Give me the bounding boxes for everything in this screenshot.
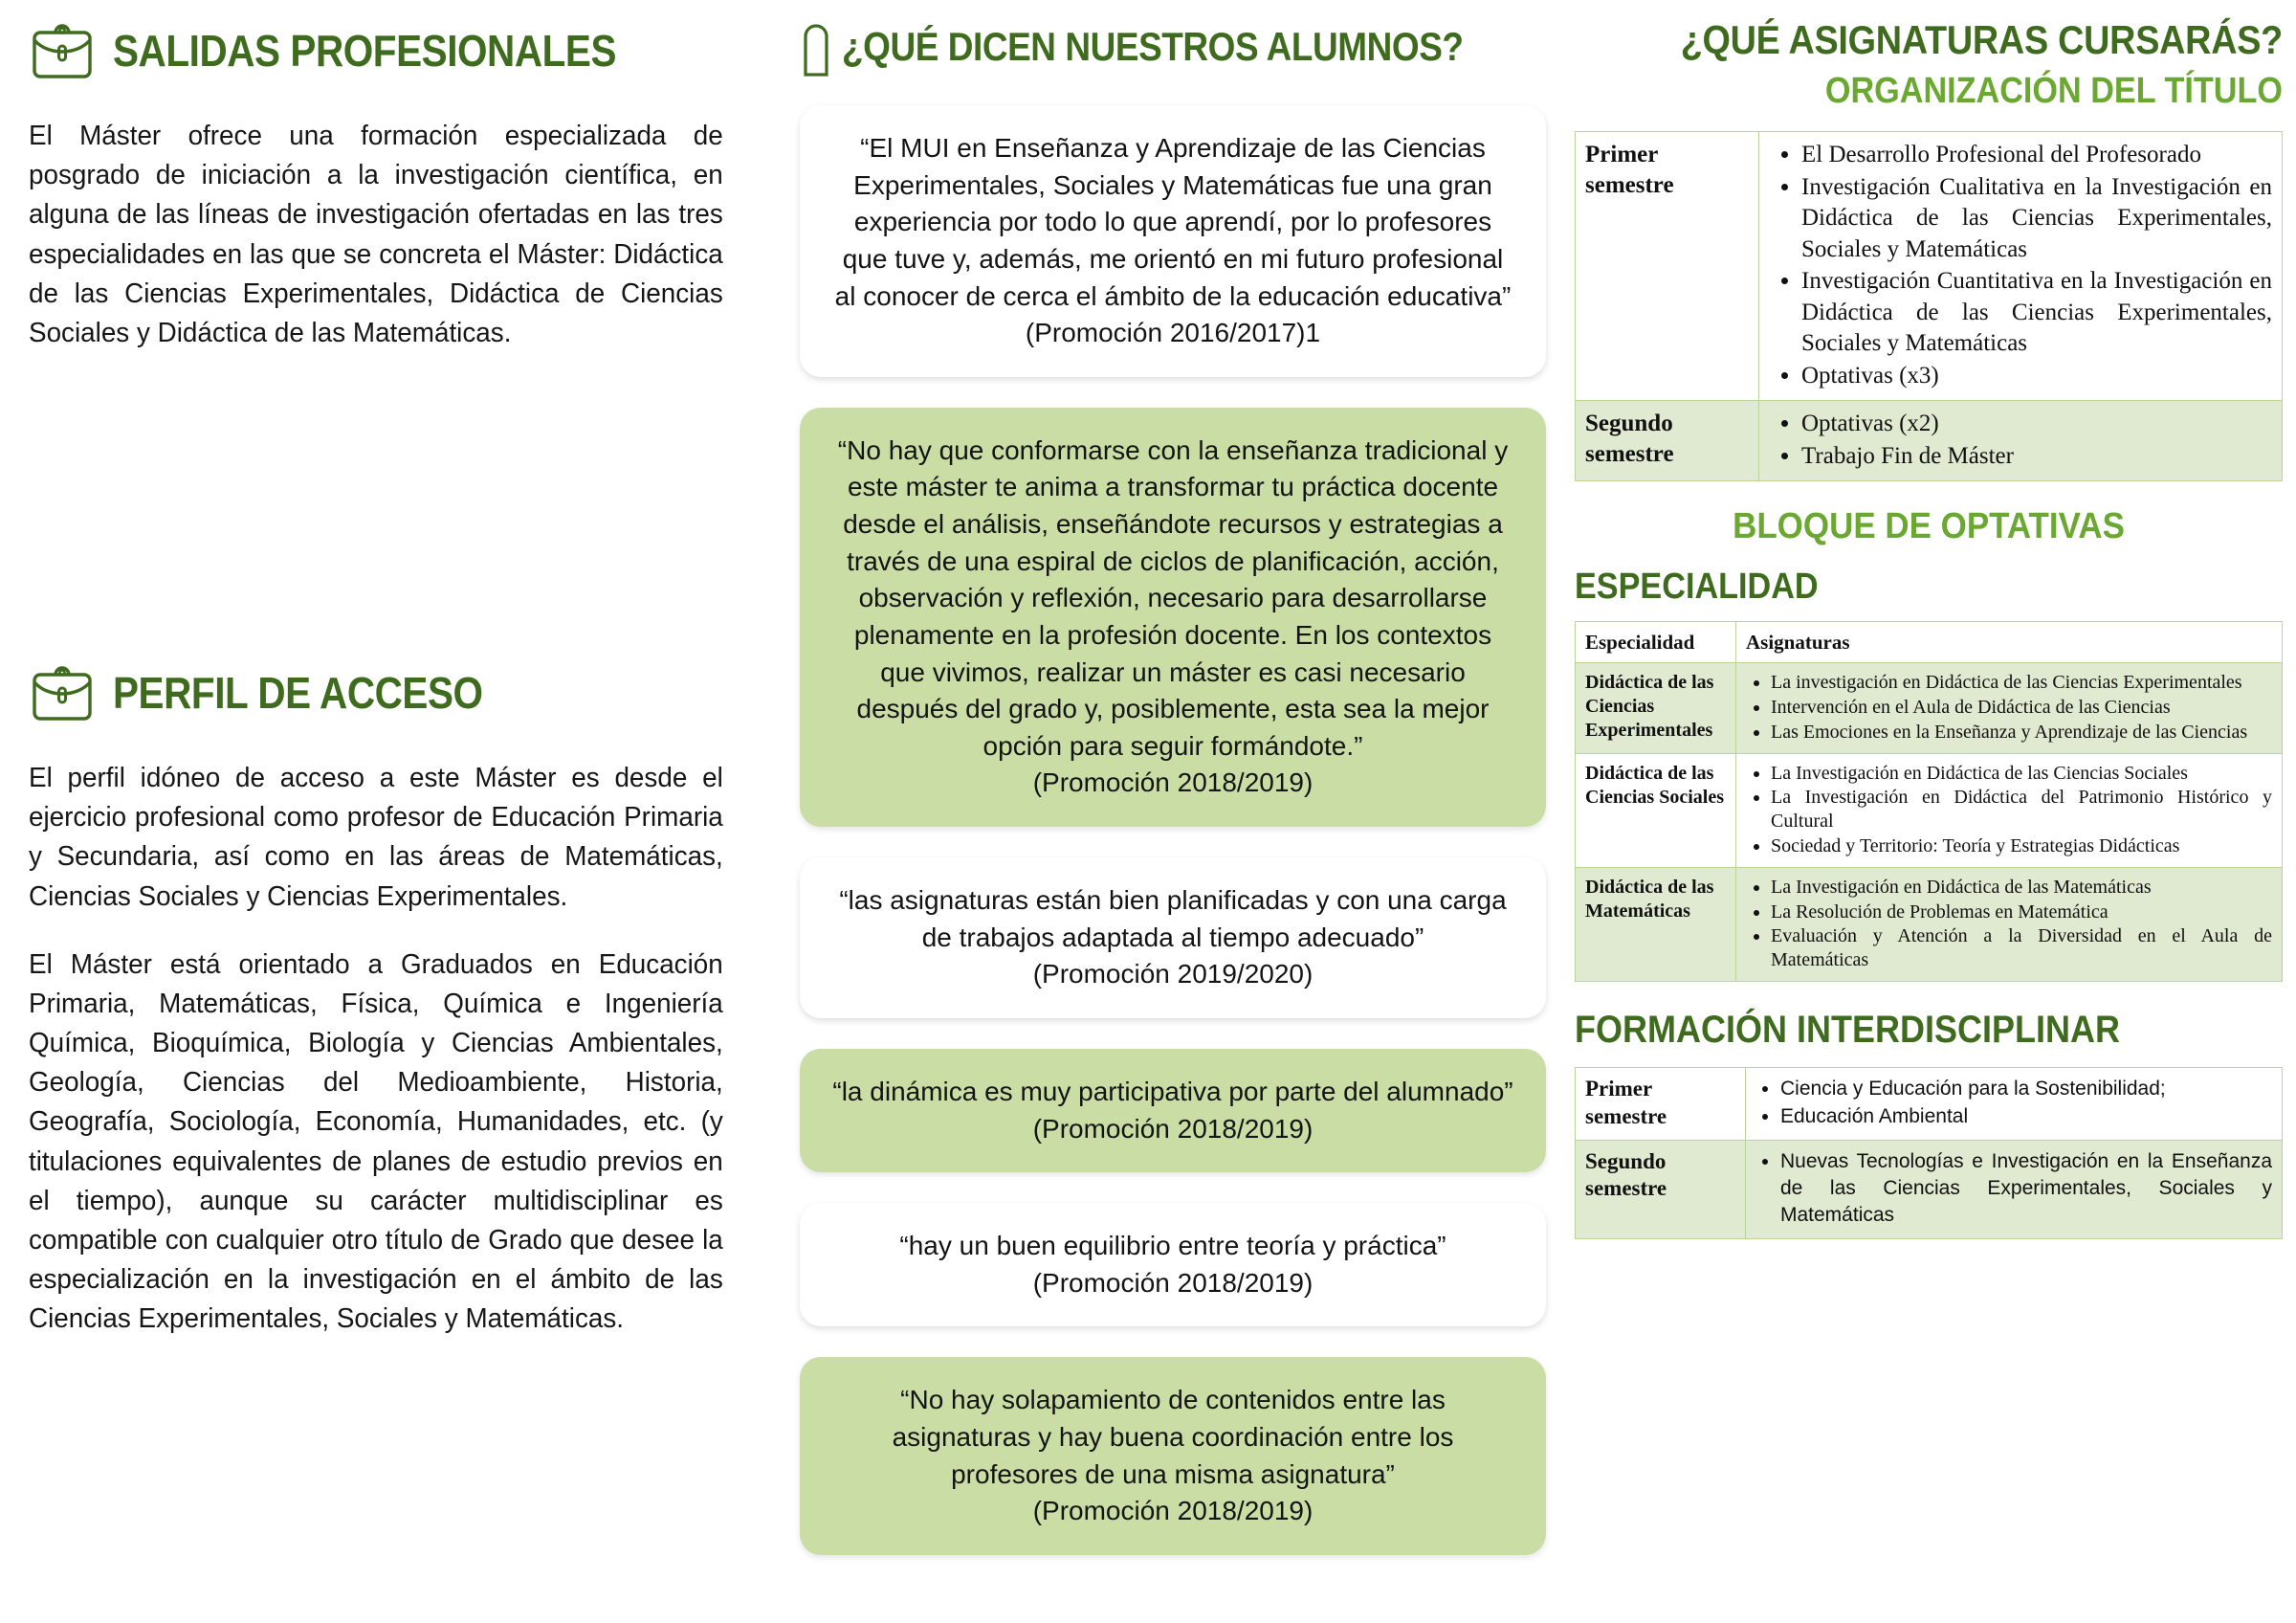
right-column	[1569, 0, 2296, 1623]
testimonial-quote: “hay un buen equilibrio entre teoría y práctica”	[899, 1231, 1446, 1261]
section-heading-perfil-de-acceso	[29, 659, 752, 726]
list-item: • Investigación Cuantitativa en la Investigación en Didáctica de las Ciencias Experimentales, Sociales y Matemáticas	[1801, 266, 2272, 360]
list-item: • La Investigación en Didáctica de las Matemáticas	[1771, 876, 2272, 900]
testimonial-promo: (Promoción 2019/2020)	[1032, 959, 1314, 989]
list-item: • Sociedad y Territorio: Teoría y Estrategias Didácticas	[1771, 834, 2272, 858]
list-item: • Evaluación y Atención a la Diversidad en el Aula de Matemáticas	[1771, 924, 2272, 972]
testimonial-quote: “No hay solapamiento de contenidos entre las asignaturas y hay buena coordinación entre los profesores de una misma asignatura”	[892, 1385, 1454, 1489]
section-title-salidas-profesionales: SALIDAS PROFESIONALES	[113, 26, 617, 76]
table-row	[1576, 1068, 2283, 1141]
column-header-asignaturas: Asignaturas	[1736, 622, 2283, 663]
especialidad-label: Didáctica de las Ciencias Experimentales	[1576, 663, 1736, 753]
list-item: • Optativas (x3)	[1801, 361, 2272, 392]
table-row	[1576, 1140, 2283, 1238]
list-item: • Educación Ambiental	[1780, 1103, 2272, 1130]
subject-list-cell	[1736, 753, 2283, 867]
testimonial-quote: “El MUI en Enseñanza y Aprendizaje de las Ciencias Experimentales, Sociales y Matemáticas fue una gran experiencia por todo lo que aprendí, por lo profesores que tuve y, además, me orientó en mi futuro profesional al conocer de cerca el ámbito de la educación educativa”	[834, 133, 1512, 311]
testimonial-quote: “No hay que conformarse con la enseñanza tradicional y este máster te anima a transformar tu práctica docente desde el análisis, enseñándote recursos y estrategias a través de una espiral de ciclos de planificación, acción, observación y reflexión, necesario para desarrollarse plenamente en la profesión docente. En los contextos que vivimos, realizar un máster es casi necesario después del grado y, posiblemente, esta sea la mejor opción para seguir formándote.”	[837, 434, 1509, 761]
subject-list-cell	[1759, 401, 2283, 481]
left-column-spacer	[29, 382, 752, 659]
list-item: • La investigación en Didáctica de las Ciencias Experimentales	[1771, 671, 2272, 695]
especialidad-table	[1575, 621, 2283, 982]
especialidad-label: Didáctica de las Matemáticas	[1576, 867, 1736, 981]
semester-label: Primer semestre	[1576, 132, 1759, 401]
paragraph-perfil-2: El Máster está orientado a Graduados en Educación Primaria, Matemáticas, Física, Química e Ingeniería Química, Bioquímica, Biología y Ciencias Ambientales, Geología, Ciencias del Medioambiente, Historia, Geografía, Sociología, Economía, Humanidades, etc. (y titulaciones equivalentes de planes de estudio previos en el tiempo), aunque su carácter multidisciplinar es compatible con cualquier otro título de Grado que desee la especialización en la investigación en el ámbito de las Ciencias Experimentales, Sociales y Matemáticas.	[29, 948, 723, 1335]
left-column	[0, 0, 784, 1623]
testimonial-card	[800, 1049, 1546, 1172]
table-row	[1576, 132, 2283, 401]
list-item: • Trabajo Fin de Máster	[1801, 441, 2272, 473]
table-row	[1576, 867, 2283, 981]
list-item: • Investigación Cualitativa en la Investigación en Didáctica de las Ciencias Experimentales, Sociales y Matemáticas	[1801, 172, 2272, 266]
briefcase-icon	[29, 17, 96, 84]
list-item: • Ciencia y Educación para la Sostenibilidad;	[1780, 1076, 2272, 1102]
middle-column	[784, 0, 1569, 1623]
subject-list-cell	[1736, 663, 2283, 753]
testimonial-quote: “la dinámica es muy participativa por parte del alumnado”	[832, 1076, 1513, 1106]
column-header-especialidad: Especialidad	[1576, 622, 1736, 663]
list-item: • Intervención en el Aula de Didáctica de las Ciencias	[1771, 696, 2272, 720]
list-item: • Optativas (x2)	[1801, 409, 2272, 440]
list-item: • La Investigación en Didáctica de las Ciencias Sociales	[1771, 762, 2272, 786]
subtitle-organizacion-titulo: ORGANIZACIÓN DEL TÍTULO	[1824, 71, 2283, 111]
testimonial-promo: (Promoción 2016/2017)1	[1025, 318, 1321, 348]
paragraph-salidas-profesionales: El Máster ofrece una formación especializada de posgrado de iniciación a la investigación científica, en alguna de las líneas de investigación ofertadas en las tres especialidades en las que se concreta el Máster: Didáctica de las Ciencias Experimentales, Didáctica de Ciencias Sociales y Didáctica de las Matemáticas.	[29, 121, 723, 348]
section-heading-salidas-profesionales	[29, 17, 752, 84]
section-title-perfil-de-acceso: PERFIL DE ACCESO	[113, 668, 483, 719]
testimonial-card	[800, 1357, 1546, 1555]
semester-label: Segundo semestre	[1576, 1140, 1746, 1238]
subject-list-cell	[1746, 1140, 2283, 1238]
testimonial-promo: (Promoción 2018/2019)	[1032, 1267, 1314, 1298]
heading-bloque-optativas: BLOQUE DE OPTATIVAS	[1733, 506, 2125, 546]
list-item: • Las Emociones en la Enseñanza y Aprendizaje de las Ciencias	[1771, 721, 2272, 745]
table-row	[1576, 663, 2283, 753]
heading-formacion-interdisciplinar: FORMACIÓN INTERDISCIPLINAR	[1575, 1009, 2120, 1052]
testimonial-card	[800, 857, 1546, 1018]
table-row	[1576, 753, 2283, 867]
testimonial-card	[800, 105, 1546, 377]
semester-label: Segundo semestre	[1576, 401, 1759, 481]
organizacion-table	[1575, 131, 2283, 481]
table-header-row	[1576, 622, 2283, 663]
list-item: • Nuevas Tecnologías e Investigación en la Enseñanza de las Ciencias Experimentales, Sociales y Matemáticas	[1780, 1148, 2272, 1230]
testimonial-promo: (Promoción 2018/2019)	[1032, 1496, 1314, 1526]
especialidad-label: Didáctica de las Ciencias Sociales	[1576, 753, 1736, 867]
section-title-testimonios: ¿QUÉ DICEN NUESTROS ALUMNOS?	[842, 24, 1464, 69]
testimonial-card	[800, 1203, 1546, 1326]
list-item: • La Resolución de Problemas en Matemática	[1771, 900, 2272, 924]
testimonial-quote: “las asignaturas están bien planificadas y con una carga de trabajos adaptada al tiempo adecuado”	[839, 885, 1507, 952]
list-item: • El Desarrollo Profesional del Profesorado	[1801, 140, 2272, 171]
briefcase-icon	[29, 659, 96, 726]
subject-list-cell	[1759, 132, 2283, 401]
list-item: • La Investigación en Didáctica del Patrimonio Histórico y Cultural	[1771, 786, 2272, 834]
heading-especialidad: ESPECIALIDAD	[1575, 567, 1819, 607]
subject-list-cell	[1736, 867, 2283, 981]
paragraph-perfil-1: El perfil idóneo de acceso a este Máster es desde el ejercicio profesional como profesor de Educación Primaria y Secundaria, así como en las áreas de Matemáticas, Ciencias Sociales y Ciencias Experimentales.	[29, 763, 723, 912]
semester-label: Primer semestre	[1576, 1068, 1746, 1141]
section-heading-testimonios	[800, 17, 1546, 77]
formacion-table	[1575, 1067, 2283, 1239]
testimonial-promo: (Promoción 2018/2019)	[1032, 1113, 1314, 1144]
testimonial-card	[800, 408, 1546, 827]
testimonial-promo: (Promoción 2018/2019)	[1032, 767, 1314, 798]
subject-list-cell	[1746, 1068, 2283, 1141]
pen-icon	[800, 17, 832, 77]
section-title-asignaturas: ¿QUÉ ASIGNATURAS CURSARÁS?	[1680, 17, 2283, 62]
table-row	[1576, 401, 2283, 481]
